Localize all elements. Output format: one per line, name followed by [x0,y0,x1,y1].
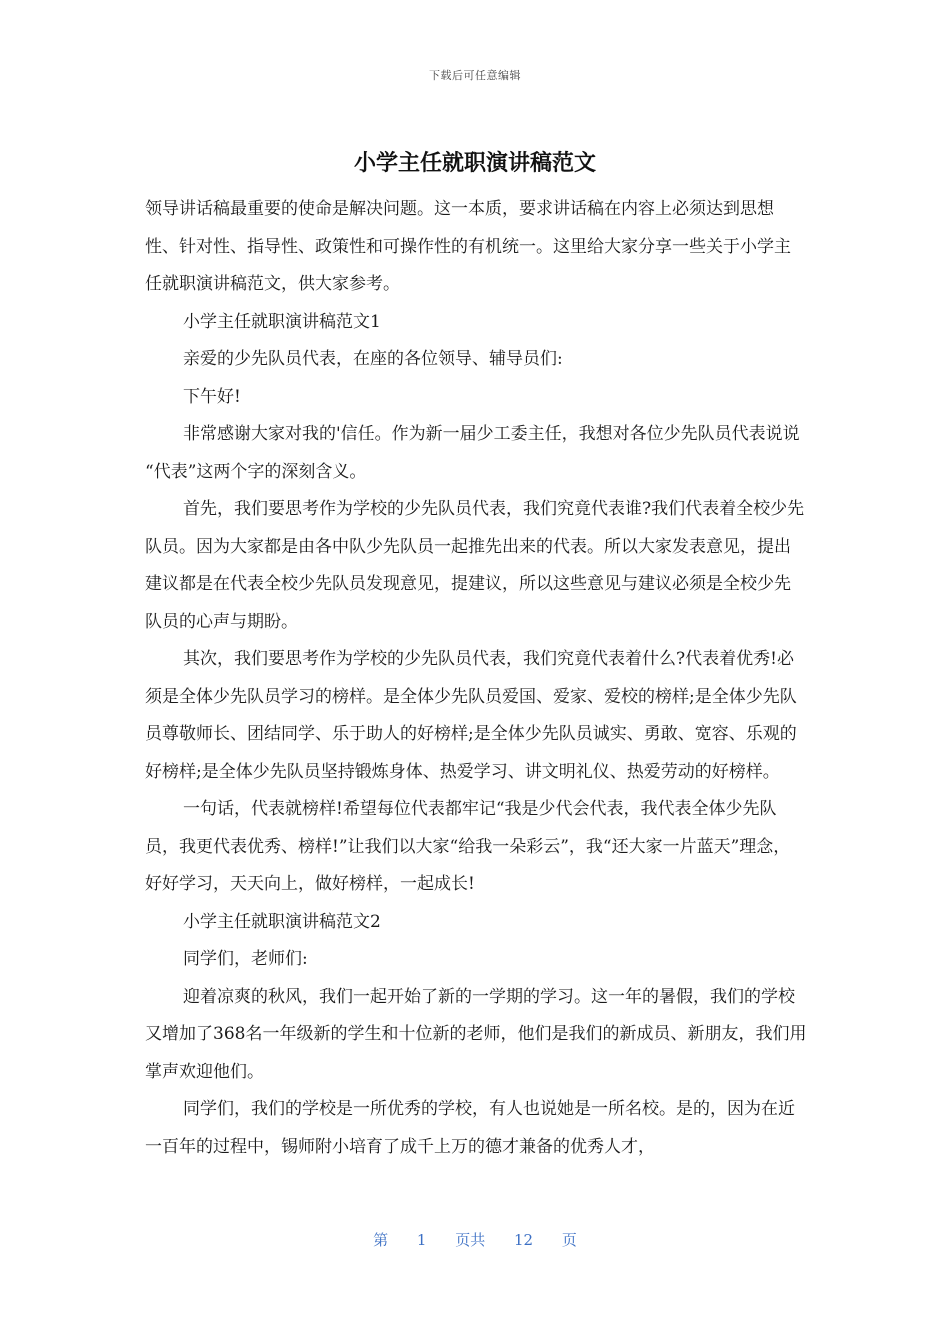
page-label-suffix: 页 [561,1231,577,1249]
paragraph: 同学们，我们的学校是一所优秀的学校，有人也说她是一所名校。是的，因为在近一百年的过程中，锡师附小培育了成千上万的德才兼备的优秀人才， [145,1099,795,1157]
document-title: 小学主任就职演讲稿范文 [353,151,596,176]
paragraph-greeting: 下午好! [183,386,241,407]
paragraph: 一句话，代表就榜样!希望每位代表都牢记“我是少代会代表，我代表全体少先队员，我更代表优秀、榜样!”让我们以大家“给我一朵彩云”，我“还大家一片蓝天”理念，好好学习，天天向上，做好榜样，一起成长! [145,799,791,894]
paragraph-salutation: 同学们，老师们: [183,949,308,969]
section-heading-2: 小学主任就职演讲稿范文2 [183,911,381,932]
paragraph: 非常感谢大家对我的'信任。作为新一届少工委主任，我想对各位少先队员代表说说 “代表”这两个字的深刻含义。 [145,424,800,482]
page-label-prefix: 第 [373,1231,389,1249]
document-body [145,191,807,1166]
page-footer [0,1229,950,1250]
paragraph: 迎着凉爽的秋风，我们一起开始了新的一学期的学习。这一年的暑假，我们的学校又增加了368名一年级新的学生和十位新的老师，他们是我们的新成员、新朋友，我们用掌声欢迎他们。 [145,986,807,1082]
paragraph: 其次，我们要思考作为学校的少先队员代表，我们究竟代表着什么?代表着优秀!必须是全体少先队员学习的榜样。是全体少先队员爱国、爱家、爱校的榜样;是全体少先队员尊敬师长、团结同学、乐于助人的好榜样;是全体少先队员诚实、勇敢、宽容、乐观的好榜样;是全体少先队员坚持锻炼身体、热爱学习、讲文明礼仪、热爱劳动的好榜样。 [145,649,797,782]
page-label-middle: 页共 [455,1231,486,1249]
page-number: 1 [416,1231,427,1249]
page-header-note: 下载后可任意编辑 [429,69,521,82]
page-total: 12 [514,1231,534,1249]
section-heading-1: 小学主任就职演讲稿范文1 [183,311,381,332]
paragraph: 首先，我们要思考作为学校的少先队员代表，我们究竟代表谁?我们代表着全校少先队员。因为大家都是由各中队少先队员一起推先出来的代表。所以大家发表意见，提出建议都是在代表全校少先队员发现意见，提建议，所以这些意见与建议必须是全校少先队员的心声与期盼。 [145,499,805,632]
paragraph-intro: 领导讲话稿最重要的使命是解决问题。这一本质，要求讲话稿在内容上必须达到思想性、针对性、指导性、政策性和可操作性的有机统一。这里给大家分享一些关于小学主任就职演讲稿范文，供大家参考。 [145,199,791,294]
paragraph-salutation: 亲爱的少先队员代表，在座的各位领导、辅导员们: [183,349,563,369]
